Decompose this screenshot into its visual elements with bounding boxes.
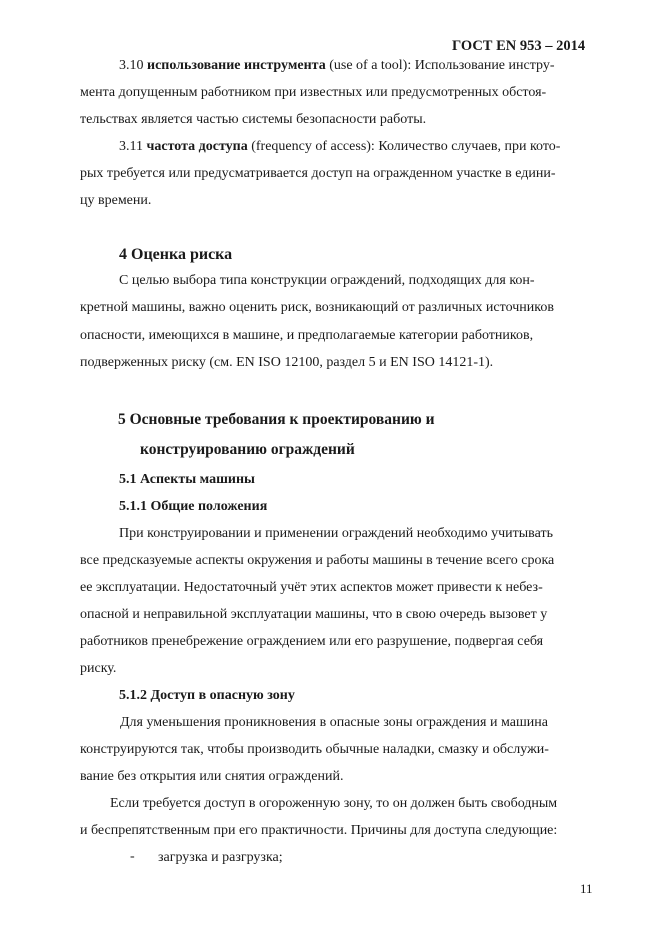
definition-3-11-line-3: цу времени. — [80, 193, 152, 208]
paragraph-5-1-2-line: вание без открытия или снятия ограждений. — [80, 769, 344, 784]
section-4-line: подверженных риску (см. EN ISO 12100, раздел 5 и EN ISO 14121-1). — [80, 355, 494, 370]
paragraph-access-line: Если требуется доступ в огороженную зону, то он должен быть свободным — [110, 796, 558, 811]
definition-3-10-line-1 — [119, 58, 555, 74]
section-5-heading-line-2: конструированию ограждений — [140, 441, 355, 458]
definition-3-10-line-3: тельствах является частью системы безопасности работы. — [80, 112, 427, 127]
section-4-line: С целью выбора типа конструкции ограждений, подходящих для кон- — [119, 273, 535, 288]
document-number-header: ГОСТ EN 953 – 2014 — [452, 38, 586, 54]
paragraph-5-1-1-line: ее эксплуатации. Недостаточный учёт этих аспектов может привести к небез- — [80, 580, 543, 595]
paragraph-5-1-1-line: При конструировании и применении ограждений необходимо учитывать — [119, 526, 553, 541]
definition-number: 3.11 — [119, 139, 143, 154]
definition-number: 3.10 — [119, 58, 144, 73]
subsection-5-1-2-heading: 5.1.2 Доступ в опасную зону — [119, 688, 295, 703]
definition-3-11-line-1 — [119, 139, 560, 155]
definition-term: частота доступа — [146, 139, 248, 154]
definition-term: использование инструмента — [147, 58, 326, 73]
section-4-line: кретной машины, важно оценить риск, возникающий от различных источников — [80, 300, 554, 315]
definition-text: (frequency of access): Количество случаев, при кото- — [251, 139, 561, 154]
subsection-5-1-1-heading: 5.1.1 Общие положения — [119, 499, 268, 514]
paragraph-5-1-1-line: опасной и неправильной эксплуатации машины, что в свою очередь вызовет у — [80, 607, 548, 622]
list-bullet-dash: - — [130, 849, 135, 864]
section-5-heading-line-1: 5 Основные требования к проектированию и — [118, 411, 435, 428]
page-number: 11 — [580, 881, 593, 896]
definition-3-11-line-2: рых требуется или предусматривается доступ на огражденном участке в едини- — [80, 166, 556, 181]
section-4-heading: 4 Оценка риска — [119, 246, 233, 263]
paragraph-5-1-1-line: риску. — [80, 661, 117, 676]
paragraph-5-1-2-line: Для уменьшения проникновения в опасные зоны ограждения и машина — [120, 715, 548, 730]
definition-text: (use of a tool): Использование инстру- — [329, 58, 555, 73]
list-item-text: загрузка и разгрузка; — [158, 850, 283, 865]
subsection-5-1-heading: 5.1 Аспекты машины — [119, 472, 255, 487]
paragraph-5-1-1-line: все предсказуемые аспекты окружения и работы машины в течение всего срока — [80, 553, 555, 568]
paragraph-5-1-1-line: работников пренебрежение ограждением или его разрушение, подвергая себя — [80, 634, 544, 649]
definition-3-10-line-2: мента допущенным работником при известных или предусмотренных обстоя- — [80, 85, 547, 100]
paragraph-access-line: и беспрепятственным при его практичности. Причины для доступа следующие: — [80, 823, 558, 838]
section-4-line: опасности, имеющихся в машине, и предполагаемые категории работников, — [80, 328, 534, 343]
paragraph-5-1-2-line: конструируются так, чтобы производить обычные наладки, смазку и обслужи- — [80, 742, 549, 757]
